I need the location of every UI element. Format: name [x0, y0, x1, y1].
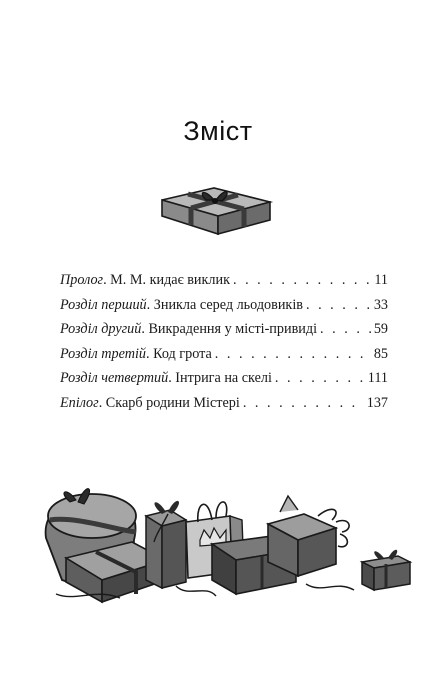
- toc-leader-dots: [320, 317, 371, 342]
- toc-item[interactable]: [60, 317, 388, 342]
- toc-leader-dots: [306, 293, 371, 318]
- toc-item-text: . Викрадення у місті-привиді: [141, 321, 318, 338]
- toc-page-number: 137: [366, 394, 388, 411]
- open-gift-box-icon: [268, 496, 349, 576]
- toc-item-prefix: Розділ другий: [60, 321, 142, 338]
- toc-item[interactable]: [60, 293, 388, 318]
- toc-page-number: 59: [373, 321, 388, 338]
- toc-leader-dots: [275, 366, 365, 391]
- toc-item[interactable]: [60, 366, 388, 391]
- table-of-contents: [60, 268, 388, 416]
- gift-box-icon: [158, 180, 274, 238]
- page-title: Зміст: [183, 116, 253, 146]
- toc-item-prefix: Епілог: [60, 394, 99, 411]
- toc-leader-dots: [233, 268, 371, 293]
- toc-page-number: 111: [367, 370, 388, 387]
- toc-item[interactable]: [60, 391, 388, 416]
- toc-item-text: . Інтрига на скелі: [168, 370, 272, 387]
- toc-item[interactable]: [60, 342, 388, 367]
- toc-page-number: 11: [374, 272, 388, 288]
- toc-item-text: . Код грота: [146, 345, 212, 362]
- toc-item-text: . Скарб родини Містері: [98, 394, 240, 411]
- toc-page-number: 33: [373, 296, 388, 313]
- toc-item-prefix: Розділ перший: [60, 296, 147, 313]
- small-gift-box-icon: [362, 550, 410, 590]
- gift-box-icon: [146, 501, 186, 588]
- toc-item-prefix: Розділ четвертий: [60, 370, 169, 387]
- gift-pile-illustration: [36, 476, 416, 606]
- toc-item-text: . М. М. кидає виклик: [103, 272, 230, 288]
- toc-item-text: . Зникла серед льодовиків: [146, 296, 303, 313]
- toc-item-prefix: Розділ третій: [60, 345, 146, 362]
- toc-leader-dots: [243, 391, 364, 416]
- toc-page-number: 85: [373, 345, 388, 362]
- toc-item[interactable]: [60, 268, 388, 293]
- toc-leader-dots: [215, 342, 371, 367]
- toc-item-prefix: Пролог: [60, 272, 104, 288]
